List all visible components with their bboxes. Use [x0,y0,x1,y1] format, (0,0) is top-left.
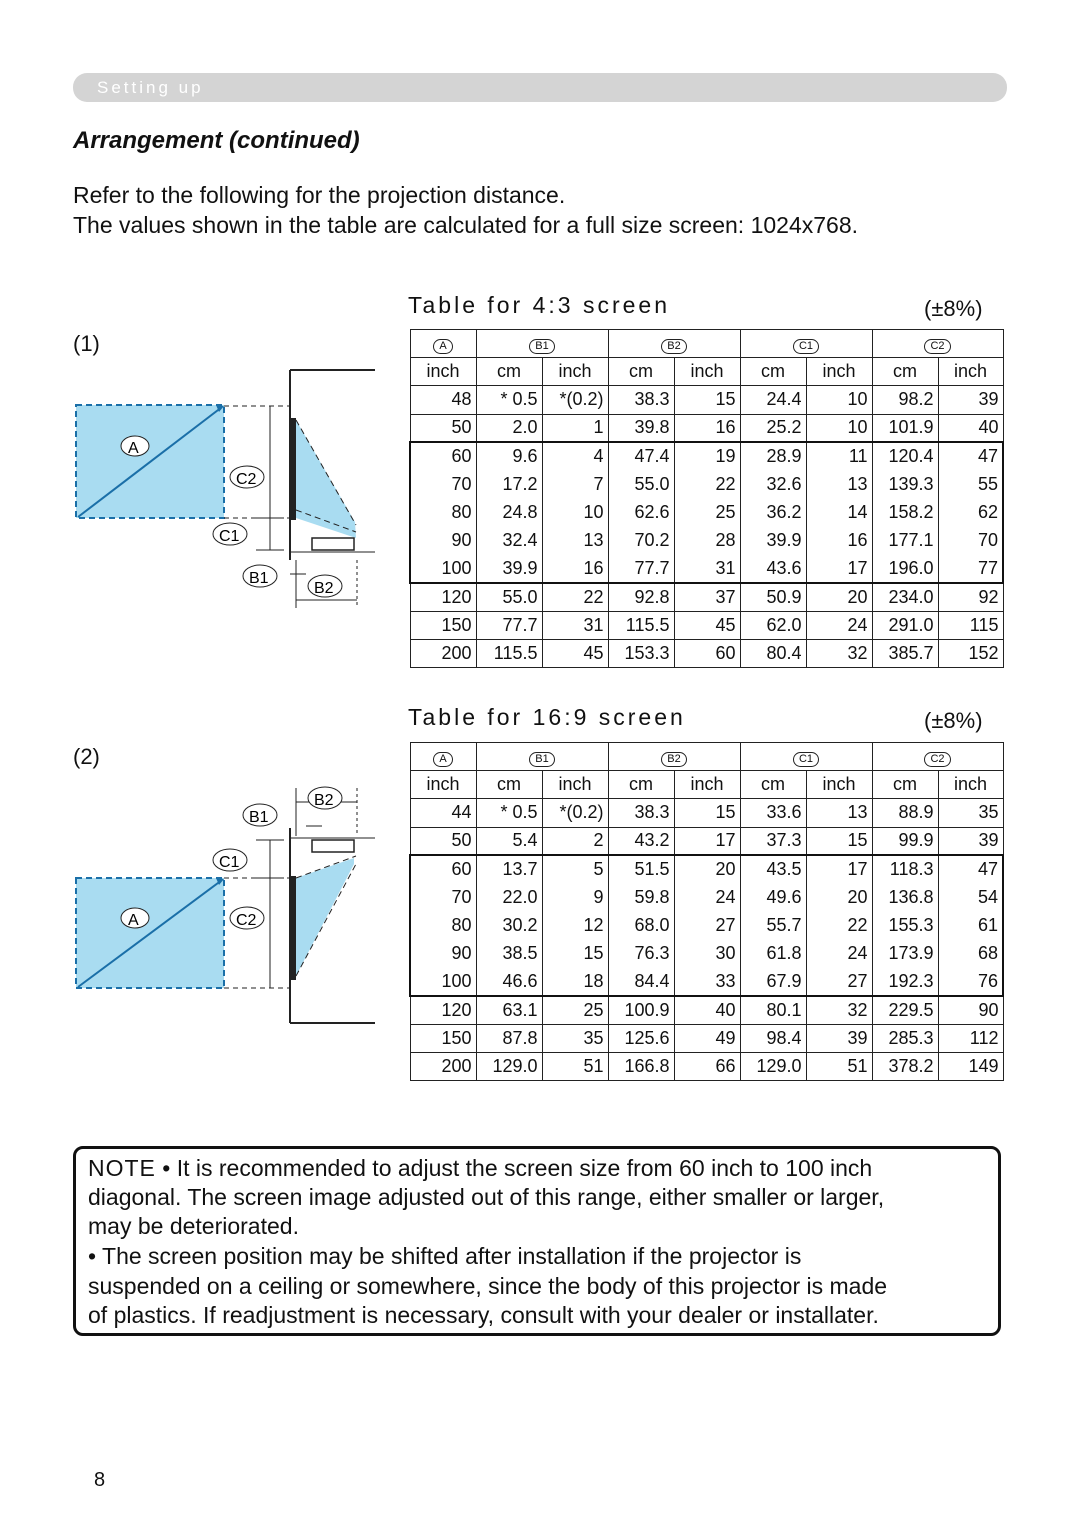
column-group-badge: A [433,339,452,354]
table-cell: 59.8 [608,883,674,911]
page-title: Arrangement (continued) [73,127,360,154]
table-16-9-title: Table for 16:9 screen [408,704,686,730]
table-group-cell [872,743,1003,771]
table-cell: 125.6 [608,1024,674,1052]
table-cell: 62.0 [740,611,806,639]
table-cell: 62.6 [608,499,674,527]
table-cell: 17.2 [476,470,542,498]
table-cell: 7 [542,470,608,498]
unit-cell: cm [476,358,542,386]
table-cell: 46.6 [476,968,542,996]
table-cell: 55.0 [476,583,542,611]
table-cell: 55.7 [740,912,806,940]
table-row [410,555,1003,583]
table-cell: 90 [410,940,476,968]
table-row [410,996,1003,1024]
table-cell: 33 [674,968,740,996]
table-row [410,799,1003,827]
table-cell: 28.9 [740,442,806,470]
table-cell: 285.3 [872,1024,938,1052]
table-row [410,442,1003,470]
table-cell: 37.3 [740,827,806,855]
table-cell: 47.4 [608,442,674,470]
table-cell: 129.0 [740,1053,806,1081]
intro-line-1: Refer to the following for the projection distance. [73,182,566,208]
table-cell: 32.6 [740,470,806,498]
table-cell: 40 [674,996,740,1024]
note-line-5: suspended on a ceiling or somewhere, since the body of this projector is made [88,1273,888,1299]
table-cell: 76 [938,968,1003,996]
table-cell: 70 [410,883,476,911]
table-cell: 35 [938,799,1003,827]
table-cell: 192.3 [872,968,938,996]
unit-cell: cm [740,771,806,799]
table-cell: 120 [410,996,476,1024]
unit-cell: inch [410,358,476,386]
table-cell: 30 [674,940,740,968]
figure-1-label-b1: B1 [249,570,269,587]
table-cell: 155.3 [872,912,938,940]
unit-cell: inch [542,358,608,386]
note-line-2: diagonal. The screen image adjusted out of this range, either smaller or larger, [88,1184,885,1210]
table-cell: 115.5 [608,611,674,639]
table-cell: 37 [674,583,740,611]
unit-cell: cm [740,358,806,386]
table-cell: * 0.5 [476,386,542,414]
table-cell: 234.0 [872,583,938,611]
column-group-badge: C2 [924,339,950,354]
unit-cell: cm [872,771,938,799]
table-cell: 158.2 [872,499,938,527]
table-cell: 18 [542,968,608,996]
unit-cell: inch [542,771,608,799]
table-cell: 76.3 [608,940,674,968]
column-group-badge: C2 [924,752,950,767]
table-group-cell [740,330,872,358]
unit-cell: inch [674,771,740,799]
table-cell: 15 [806,827,872,855]
table-row [410,527,1003,555]
table-cell: 70 [938,527,1003,555]
table-cell: 19 [674,442,740,470]
table-cell: 77 [938,555,1003,583]
table-group-cell [740,743,872,771]
table-cell: 24.8 [476,499,542,527]
table-unit-row [410,771,1003,799]
table-row [410,940,1003,968]
table-cell: 70 [410,470,476,498]
table-cell: 32 [806,640,872,668]
column-group-badge: C1 [793,339,819,354]
table-row [410,855,1003,883]
unit-cell: cm [608,771,674,799]
table-cell: 115 [938,611,1003,639]
table-cell: 80.1 [740,996,806,1024]
table-cell: 90 [410,527,476,555]
table-cell: 229.5 [872,996,938,1024]
table-row [410,968,1003,996]
table-cell: 47 [938,442,1003,470]
table-cell: 27 [674,912,740,940]
table-cell: * 0.5 [476,799,542,827]
table-cell: 50 [410,414,476,442]
table-cell: 200 [410,640,476,668]
table-cell: 177.1 [872,527,938,555]
table-cell: 22 [674,470,740,498]
table-cell: 40 [938,414,1003,442]
unit-cell: inch [806,358,872,386]
figure-2-label-b1: B1 [249,809,269,826]
table-cell: 16 [674,414,740,442]
table-cell: 2.0 [476,414,542,442]
table-cell: 22 [806,912,872,940]
table-row [410,827,1003,855]
figure-2-number: (2) [73,744,100,769]
table-cell: 60 [410,442,476,470]
table-cell: 45 [542,640,608,668]
table-cell: 98.4 [740,1024,806,1052]
table-cell: 150 [410,1024,476,1052]
table-cell: 48 [410,386,476,414]
table-cell: 45 [674,611,740,639]
column-group-badge: B2 [661,339,686,354]
unit-cell: inch [674,358,740,386]
table-cell: 149 [938,1053,1003,1081]
table-cell: 139.3 [872,470,938,498]
table-cell: 129.0 [476,1053,542,1081]
table-row [410,583,1003,611]
table-cell: 14 [806,499,872,527]
table-cell: 13 [806,470,872,498]
table-4-3-tolerance: (±8%) [924,296,983,321]
table-cell: 39 [806,1024,872,1052]
table-group-cell [476,330,608,358]
table-cell: 25 [542,996,608,1024]
table-cell: 38.3 [608,799,674,827]
table-cell: 16 [806,527,872,555]
table-cell: 88.9 [872,799,938,827]
table-cell: 28 [674,527,740,555]
table-row [410,386,1003,414]
table-cell: 4 [542,442,608,470]
table-row [410,611,1003,639]
table-row [410,1024,1003,1052]
table-cell: 20 [806,883,872,911]
note-line-1: • It is recommended to adjust the screen size from 60 inch to 100 inch [162,1155,873,1181]
note-label: NOTE [88,1155,156,1181]
figure-2-label-c1: C1 [219,854,240,871]
table-cell: 49 [674,1024,740,1052]
figure-1-diagram [70,360,380,610]
table-cell: 35 [542,1024,608,1052]
table-cell: 47 [938,855,1003,883]
table-cell: 101.9 [872,414,938,442]
table-cell: 50.9 [740,583,806,611]
table-cell: 13.7 [476,855,542,883]
table-cell: 112 [938,1024,1003,1052]
table-cell: 15 [542,940,608,968]
figure-1-label-b2: B2 [314,580,334,597]
table-cell: 77.7 [476,611,542,639]
table-cell: 39.9 [476,555,542,583]
table-cell: 32.4 [476,527,542,555]
table-cell: 44 [410,799,476,827]
table-cell: 32 [806,996,872,1024]
table-cell: 10 [542,499,608,527]
table-cell: 24 [806,611,872,639]
table-4-3-title: Table for 4:3 screen [408,292,671,318]
section-label: Setting up [97,78,204,97]
table-cell: 118.3 [872,855,938,883]
table-cell: *(0.2) [542,799,608,827]
table-cell: 100 [410,555,476,583]
table-cell: 98.2 [872,386,938,414]
table-cell: 77.7 [608,555,674,583]
table-row [410,912,1003,940]
table-4-3 [409,329,1004,668]
table-cell: 15 [674,386,740,414]
table-cell: 5 [542,855,608,883]
table-cell: 68 [938,940,1003,968]
table-cell: 378.2 [872,1053,938,1081]
table-cell: 166.8 [608,1053,674,1081]
unit-cell: cm [872,358,938,386]
table-cell: 13 [806,799,872,827]
page-number: 8 [94,1469,106,1491]
table-row [410,640,1003,668]
table-cell: 54 [938,883,1003,911]
table-cell: 55 [938,470,1003,498]
figure-2-diagram [70,778,380,1028]
table-cell: 39 [938,386,1003,414]
unit-cell: inch [806,771,872,799]
table-group-cell [872,330,1003,358]
table-cell: 17 [674,827,740,855]
table-cell: 39.9 [740,527,806,555]
table-cell: 38.5 [476,940,542,968]
table-cell: 16 [542,555,608,583]
table-cell: 200 [410,1053,476,1081]
table-cell: 50 [410,827,476,855]
figure-1-label-a: A [128,440,139,457]
table-cell: 70.2 [608,527,674,555]
note-line-3: may be deteriorated. [88,1213,299,1239]
intro-line-2: The values shown in the table are calculated for a full size screen: 1024x768. [73,212,859,238]
table-row [410,414,1003,442]
table-cell: 99.9 [872,827,938,855]
table-cell: 1 [542,414,608,442]
figure-2-label-b2: B2 [314,792,334,809]
figure-1-number: (1) [73,331,100,356]
table-cell: 150 [410,611,476,639]
table-row [410,470,1003,498]
table-cell: 22.0 [476,883,542,911]
column-group-badge: B2 [661,752,686,767]
table-cell: 27 [806,968,872,996]
table-16-9 [409,742,1004,1081]
figure-2-label-c2: C2 [236,912,257,929]
table-cell: 39.8 [608,414,674,442]
table-cell: 39 [938,827,1003,855]
table-cell: 173.9 [872,940,938,968]
table-cell: 9.6 [476,442,542,470]
note-line-4: • The screen position may be shifted after installation if the projector is [88,1243,802,1269]
table-cell: 87.8 [476,1024,542,1052]
table-cell: 43.5 [740,855,806,883]
table-group-cell [476,743,608,771]
unit-cell: inch [938,358,1003,386]
section-header-bar [73,73,1007,102]
table-cell: 55.0 [608,470,674,498]
table-cell: 20 [674,855,740,883]
unit-cell: inch [410,771,476,799]
table-group-header-row [410,743,1003,771]
table-cell: 60 [410,855,476,883]
table-cell: 9 [542,883,608,911]
table-cell: 63.1 [476,996,542,1024]
table-cell: 24.4 [740,386,806,414]
table-cell: 84.4 [608,968,674,996]
table-cell: *(0.2) [542,386,608,414]
table-cell: 51.5 [608,855,674,883]
table-cell: 36.2 [740,499,806,527]
table-group-cell [410,743,476,771]
table-cell: 92.8 [608,583,674,611]
table-cell: 120 [410,583,476,611]
table-cell: 196.0 [872,555,938,583]
table-row [410,883,1003,911]
table-cell: 13 [542,527,608,555]
table-cell: 61 [938,912,1003,940]
table-cell: 152 [938,640,1003,668]
table-cell: 25 [674,499,740,527]
figure-1-label-c1: C1 [219,528,240,545]
table-cell: 66 [674,1053,740,1081]
table-cell: 10 [806,414,872,442]
table-cell: 38.3 [608,386,674,414]
table-cell: 17 [806,555,872,583]
table-cell: 60 [674,640,740,668]
unit-cell: cm [476,771,542,799]
table-cell: 22 [542,583,608,611]
table-cell: 80 [410,499,476,527]
table-cell: 11 [806,442,872,470]
table-16-9-tolerance: (±8%) [924,708,983,733]
note-line-6: of plastics. If readjustment is necessary, consult with your dealer or installater. [88,1302,879,1328]
table-cell: 136.8 [872,883,938,911]
table-cell: 92 [938,583,1003,611]
table-cell: 24 [674,883,740,911]
table-cell: 61.8 [740,940,806,968]
table-group-cell [608,330,740,358]
table-cell: 80.4 [740,640,806,668]
table-unit-row [410,358,1003,386]
table-cell: 80 [410,912,476,940]
table-cell: 67.9 [740,968,806,996]
table-cell: 49.6 [740,883,806,911]
table-cell: 12 [542,912,608,940]
table-cell: 33.6 [740,799,806,827]
table-cell: 291.0 [872,611,938,639]
table-cell: 25.2 [740,414,806,442]
table-cell: 68.0 [608,912,674,940]
table-cell: 51 [806,1053,872,1081]
table-cell: 43.6 [740,555,806,583]
table-group-header-row [410,330,1003,358]
table-cell: 17 [806,855,872,883]
table-cell: 153.3 [608,640,674,668]
table-cell: 31 [542,611,608,639]
table-row [410,499,1003,527]
table-cell: 5.4 [476,827,542,855]
table-cell: 100.9 [608,996,674,1024]
table-row [410,1053,1003,1081]
table-cell: 100 [410,968,476,996]
table-cell: 90 [938,996,1003,1024]
column-group-badge: B1 [529,339,554,354]
table-group-cell [410,330,476,358]
table-cell: 2 [542,827,608,855]
table-cell: 385.7 [872,640,938,668]
table-cell: 10 [806,386,872,414]
table-cell: 62 [938,499,1003,527]
unit-cell: cm [608,358,674,386]
table-group-cell [608,743,740,771]
column-group-badge: C1 [793,752,819,767]
table-cell: 24 [806,940,872,968]
column-group-badge: A [433,752,452,767]
table-cell: 30.2 [476,912,542,940]
table-cell: 120.4 [872,442,938,470]
table-cell: 115.5 [476,640,542,668]
figure-1-label-c2: C2 [236,471,257,488]
table-cell: 31 [674,555,740,583]
table-cell: 15 [674,799,740,827]
note-first-line [88,1155,872,1182]
table-cell: 43.2 [608,827,674,855]
table-cell: 20 [806,583,872,611]
figure-2-label-a: A [128,912,139,929]
table-cell: 51 [542,1053,608,1081]
column-group-badge: B1 [529,752,554,767]
unit-cell: inch [938,771,1003,799]
